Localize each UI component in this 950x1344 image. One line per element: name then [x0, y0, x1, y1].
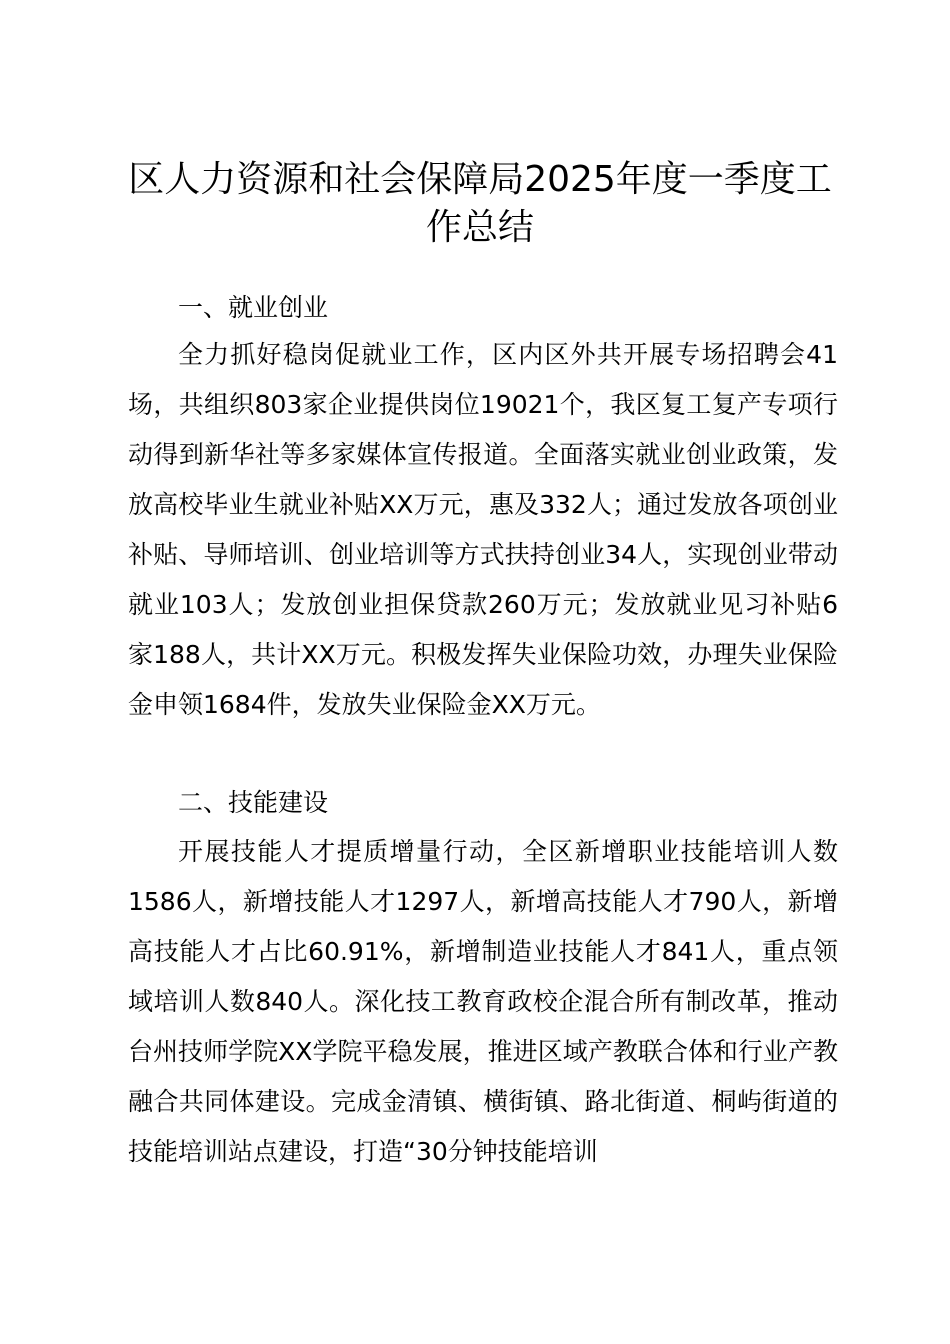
- section-heading-skills: 二、技能建设: [178, 788, 329, 817]
- section-heading-employment: 一、就业创业: [178, 293, 329, 322]
- section-paragraph-skills: 开展技能人才提质增量行动，全区新增职业技能培训人数1586人，新增技能人才1297人，新增高技能人才790人，新增高技能人才占比60.91%，新增制造业技能人才841人，重点领域培训人数840人。深化技工教育政校企混合所有制改革，推动台州技师学院XX学院平稳发展，推进区域产教联合体和行业产教融合共同体建设。完成金清镇、横街镇、路北街道、桐屿街道的技能培训站点建设，打造“30分钟技能培训: [128, 837, 838, 1166]
- section-paragraph-employment: 全力抓好稳岗促就业工作，区内区外共开展专场招聘会41场，共组织803家企业提供岗位19021个，我区复工复产专项行动得到新华社等多家媒体宣传报道。全面落实就业创业政策，发放高校毕业生就业补贴XX万元，惠及332人；通过发放各项创业补贴、导师培训、创业培训等方式扶持创业34人，实现创业带动就业103人；发放创业担保贷款260万元；发放就业见习补贴6家188人，共计XX万元。积极发挥失业保险功效，办理失业保险金申领1684件，发放失业保险金XX万元。: [128, 340, 838, 719]
- document-title: 区人力资源和社会保障局2025年度一季度工作总结: [128, 159, 832, 248]
